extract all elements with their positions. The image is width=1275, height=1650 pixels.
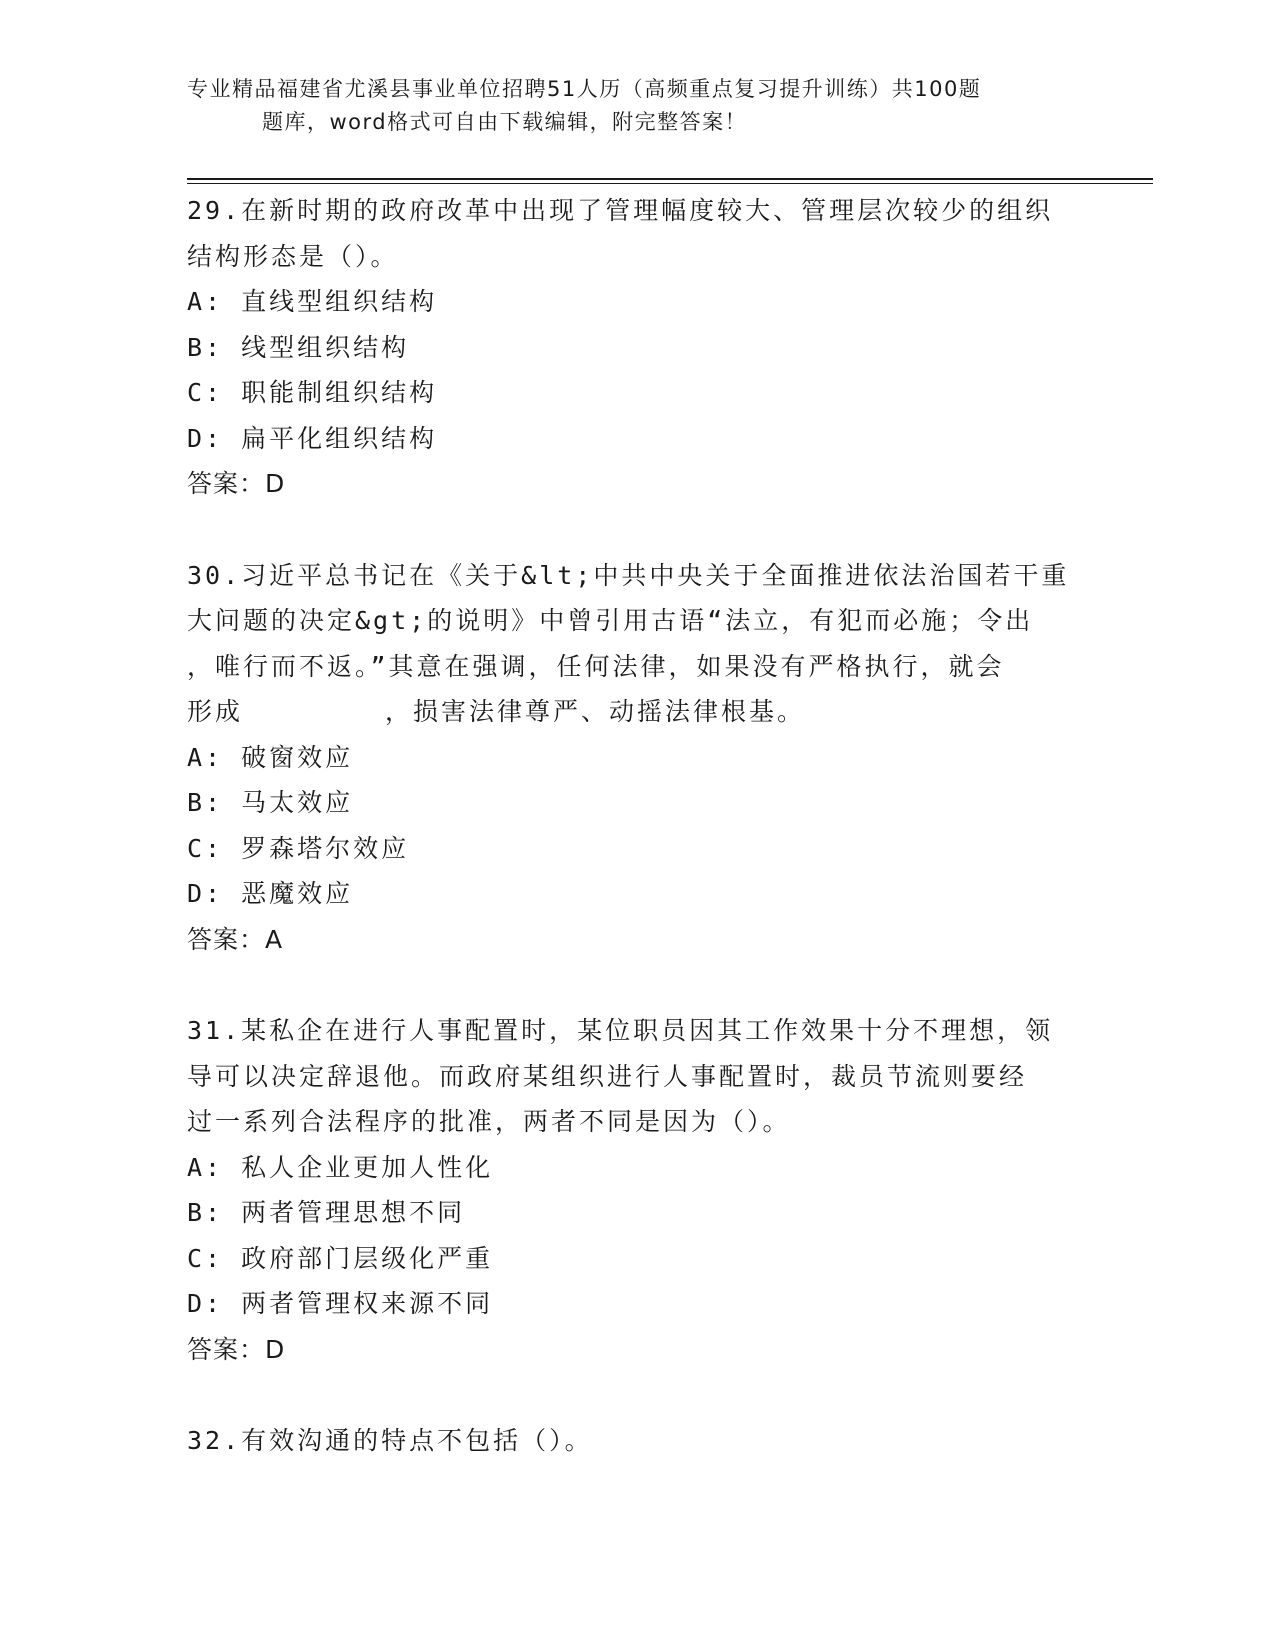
question-stem-line: 29.在新时期的政府改革中出现了管理幅度较大、管理层次较少的组织 <box>187 196 1054 225</box>
option-c: C: 职能制组织结构 <box>187 378 438 407</box>
question-stem-line: 30.习近平总书记在《关于&lt;中共中央关于全面推进依法治国若干重 <box>187 560 1070 590</box>
question-stem-line: 32.有效沟通的特点不包括（）。 <box>187 1426 593 1455</box>
question-stem-line: 结构形态是（）。 <box>187 241 399 271</box>
header-divider-thick <box>187 178 1153 180</box>
question-stem-line: 大问题的决定&gt;的说明》中曾引用古语“法立，有犯而必施；令出 <box>187 606 1034 635</box>
question-30 <box>187 553 1087 963</box>
header-title-line-1: 专业精品福建省尤溪县事业单位招聘51人历（高频重点复习提升训练）共100题 <box>187 77 982 101</box>
answer-label: 答案：D <box>187 469 286 498</box>
answer-label: 答案：D <box>187 1334 286 1364</box>
option-a: A: 私人企业更加人性化 <box>187 1152 494 1182</box>
option-b: B: 两者管理思想不同 <box>187 1198 466 1227</box>
question-stem-line: 导可以决定辞退他。而政府某组织进行人事配置时，裁员节流则要经 <box>187 1061 1028 1091</box>
header-title-line-2: 题库，word格式可自由下载编辑，附完整答案！ <box>262 110 748 134</box>
option-b: B: 马太效应 <box>187 788 354 817</box>
question-stem-line: 过一系列合法程序的批准，两者不同是因为（）。 <box>187 1107 791 1136</box>
option-c: C: 罗森塔尔效应 <box>187 833 410 863</box>
option-c: C: 政府部门层级化严重 <box>187 1243 494 1273</box>
option-d: D: 两者管理权来源不同 <box>187 1289 494 1318</box>
option-a: A: 直线型组织结构 <box>187 287 438 316</box>
question-29 <box>187 188 1087 507</box>
stem-text-before-blank: 形成 <box>187 697 244 726</box>
header-divider-thin <box>187 183 1153 184</box>
question-list <box>187 188 1087 1510</box>
option-b: B: 线型组织结构 <box>187 332 410 362</box>
option-d: D: 恶魔效应 <box>187 879 354 908</box>
option-d: D: 扁平化组织结构 <box>187 423 438 453</box>
question-31 <box>187 1008 1087 1372</box>
option-a: A: 破窗效应 <box>187 742 354 772</box>
question-stem-line: 31.某私企在进行人事配置时，某位职员因其工作效果十分不理想，领 <box>187 1016 1054 1045</box>
stem-text-after-blank: ，损害法律尊严、动摇法律根基。 <box>385 697 806 726</box>
answer-label: 答案：A <box>187 924 284 954</box>
question-stem-line: ，唯行而不返。”其意在强调，任何法律，如果没有严格执行，就会 <box>187 651 1005 681</box>
question-32 <box>187 1418 1087 1464</box>
question-stem-line-with-blank <box>187 689 1087 735</box>
